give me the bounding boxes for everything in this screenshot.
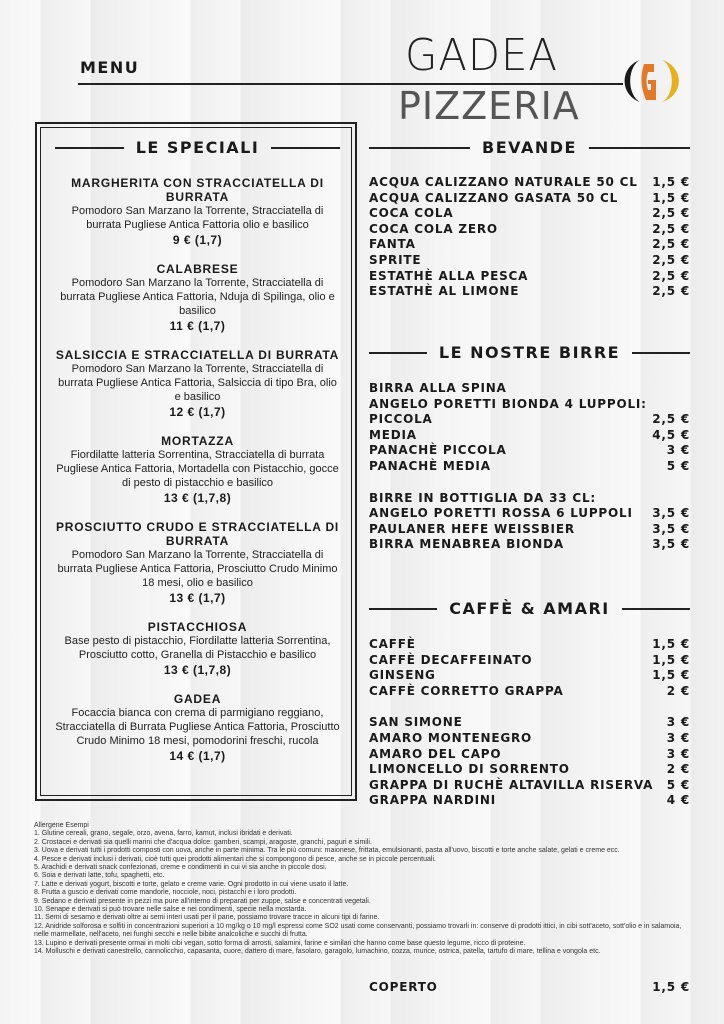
menu-row bbox=[369, 522, 690, 538]
item-price: 2,5 € bbox=[652, 206, 690, 221]
menu-row bbox=[369, 191, 690, 207]
allergen-line: 14. Molluschi e derivati canestrello, cannolicchio, capasanta, cuore, dattero di mare, fasolaro, garagolo, lumachino, cozza, murice, ostrica, patella, tartufo di mare, tellina e vongola etc. bbox=[34, 948, 601, 956]
item-price: 1,5 € bbox=[652, 175, 690, 189]
birre-heading: LE NOSTRE BIRRE bbox=[369, 343, 690, 363]
item-price: 3 € bbox=[666, 730, 690, 745]
pizza-description: Focaccia bianca con crema di parmigiano reggiano, Stracciatella di Burrata Pugliese Antica Fattoria, Prosciutto Crudo Minimo 18 mesi, pomodorini freschi, rucola bbox=[55, 707, 340, 747]
item-name: CAFFÈ DECAFFEINATO bbox=[369, 652, 533, 667]
item-price: 3 € bbox=[666, 715, 690, 730]
item-name: GINSENG bbox=[369, 668, 436, 683]
menu-row bbox=[369, 253, 690, 269]
menu-row bbox=[369, 637, 690, 653]
item-price: 3,5 € bbox=[652, 506, 690, 521]
allergen-line: 3. Uova e derivati tutti i prodotti composti con uova, anche in parte minima. Tra le più comuni: maionese, frittata, emulsionanti, pasta all'uovo, biscotti e torte anche salate, gelati e creme ecc. bbox=[34, 847, 620, 855]
menu-row bbox=[369, 443, 690, 459]
group-spacer bbox=[369, 699, 690, 715]
allergen-title: Allergene Esempi bbox=[34, 822, 89, 829]
item-name: AMARO MONTENEGRO bbox=[369, 730, 533, 745]
allergen-line: 10. Senape e derivati si può trovare nelle salse e nei condimenti, specie nella mostarda. bbox=[34, 906, 307, 914]
item-name: LIMONCELLO DI SORRENTO bbox=[369, 762, 570, 777]
item-name: BIRRA ALLA SPINA bbox=[369, 381, 507, 395]
menu-row bbox=[369, 459, 690, 475]
item-name: COCA COLA ZERO bbox=[369, 221, 498, 236]
menu-row bbox=[369, 491, 690, 507]
item-name: CAFFÈ CORRETTO GRAPPA bbox=[369, 683, 564, 698]
pizza-name: PROSCIUTTO CRUDO E STRACCIATELLA DI BURRATA bbox=[55, 520, 340, 548]
menu-row bbox=[369, 684, 690, 700]
allergen-line: 13. Lupino e derivati presente ormai in molti cibi vegan, sotto forma di arrosti, salamini, farine e similari che hanno come base questo legume, ricco di proteine. bbox=[34, 939, 526, 947]
item-name: ESTATHÈ AL LIMONE bbox=[369, 284, 520, 299]
pizza-name: PISTACCHIOSA bbox=[147, 620, 248, 634]
menu-row bbox=[369, 237, 690, 253]
item-price: 1,5 € bbox=[652, 190, 690, 205]
pizza-item bbox=[55, 348, 340, 420]
pizza-list bbox=[55, 176, 340, 778]
allergen-line: 6. Soia e derivati latte, tofu, spaghetti, etc. bbox=[34, 872, 165, 880]
pizza-description: Fiordilatte latteria Sorrentina, Stracciatella di burrata Pugliese Antica Fattoria, Mortadella con Pistacchio, gocce di pesto di pistacchio e basilico bbox=[56, 449, 339, 489]
pizza-name: CALABRESE bbox=[156, 262, 239, 276]
pizza-price: 9 € (1,7) bbox=[172, 233, 223, 247]
item-price: 4,5 € bbox=[652, 427, 690, 442]
pizza-name: MORTAZZA bbox=[161, 434, 234, 448]
menu-row bbox=[369, 381, 690, 397]
menu-row bbox=[369, 715, 690, 731]
pizza-name: GADEA bbox=[173, 692, 222, 706]
menu-row bbox=[369, 175, 690, 191]
item-name: FANTA bbox=[369, 237, 416, 252]
menu-row bbox=[369, 428, 690, 444]
menu-row bbox=[369, 762, 690, 778]
item-price: 2 € bbox=[666, 762, 690, 777]
item-price: 2,5 € bbox=[652, 412, 690, 427]
menu-row bbox=[369, 506, 690, 522]
bevande-heading: BEVANDE bbox=[369, 138, 690, 158]
pizza-item bbox=[55, 434, 340, 506]
item-price: 3,5 € bbox=[652, 537, 690, 552]
item-name: ACQUA CALIZZANO NATURALE 50 CL bbox=[369, 175, 638, 189]
menu-row bbox=[369, 397, 690, 413]
item-name: CAFFÈ bbox=[369, 637, 416, 651]
allergen-line: 11. Semi di sesamo e derivati oltre ai semi interi usati per il pane, possiamo trovare tracce in alcuni tipi di farine. bbox=[34, 914, 380, 922]
coperto-row bbox=[369, 980, 690, 996]
item-price: 1,5 € bbox=[652, 637, 690, 651]
coperto-price: 1,5 € bbox=[652, 980, 690, 994]
menu-row bbox=[369, 537, 690, 553]
menu-row bbox=[369, 668, 690, 684]
gd-logo-icon bbox=[618, 56, 690, 106]
item-price: 1,5 € bbox=[652, 668, 690, 683]
item-name: COCA COLA bbox=[369, 206, 454, 221]
item-price: 3,5 € bbox=[652, 521, 690, 536]
item-price: 2,5 € bbox=[652, 237, 690, 252]
menu-row bbox=[369, 731, 690, 747]
item-price: 5 € bbox=[666, 777, 690, 792]
allergen-notes bbox=[34, 822, 694, 957]
item-name: ANGELO PORETTI BIONDA 4 LUPPOLI: bbox=[369, 396, 647, 411]
menu-row bbox=[369, 778, 690, 794]
birre-list bbox=[369, 381, 690, 553]
pizza-description: Pomodoro San Marzano la Torrente, Stracciatella di burrata Pugliese Antica Fattoria, Nduja di Spilinga, olio e basilico bbox=[60, 277, 335, 317]
item-name: SPRITE bbox=[369, 252, 422, 267]
allergen-line: 4. Pesce e derivati inclusi i derivati, cioè tutti quei prodotti alimentari che si compongono di pesce, anche se in piccole percentuali. bbox=[34, 855, 436, 863]
pizza-item bbox=[55, 520, 340, 606]
item-name: ESTATHÈ ALLA PESCA bbox=[369, 268, 529, 283]
allergen-line: 5. Arachidi e derivati snack confezionati, creme e condimenti in cui vi sia anche in piccole dosi. bbox=[34, 864, 327, 872]
item-price: 4 € bbox=[666, 793, 690, 808]
menu-row bbox=[369, 284, 690, 300]
pizza-item bbox=[55, 262, 340, 334]
pizza-price: 13 € (1,7,8) bbox=[163, 663, 232, 677]
item-price: 2,5 € bbox=[652, 268, 690, 283]
item-name: PANACHÈ MEDIA bbox=[369, 458, 491, 473]
menu-row bbox=[369, 222, 690, 238]
menu-row bbox=[369, 412, 690, 428]
allergen-line: 2. Crostacei e derivati sia quelli marini che d'acqua dolce: gamberi, scampi, aragoste, granchi, paguri e simili. bbox=[34, 838, 372, 846]
item-name: PANACHÈ PICCOLA bbox=[369, 443, 507, 458]
item-price: 3 € bbox=[666, 746, 690, 761]
pizza-price: 13 € (1,7,8) bbox=[163, 491, 232, 505]
allergen-line: 9. Sedano e derivati presente in pezzi ma pure all'interno di preparati per zuppe, salse e concentrati vegetali. bbox=[34, 897, 371, 905]
item-name: ACQUA CALIZZANO GASATA 50 CL bbox=[369, 190, 619, 205]
item-price: 2 € bbox=[666, 683, 690, 698]
menu-row bbox=[369, 269, 690, 285]
pizza-description: Pomodoro San Marzano la Torrente, Stracciatella di burrata Pugliese Antica Fattoria, Prosciutto Crudo Minimo 18 mesi, olio e basilico bbox=[57, 549, 338, 589]
item-price: 2,5 € bbox=[652, 284, 690, 299]
caffe-heading: CAFFÈ & AMARI bbox=[369, 599, 690, 619]
item-name: AMARO DEL CAPO bbox=[369, 746, 502, 761]
pizza-description: Pomodoro San Marzano la Torrente, Stracciatella di burrata Pugliese Antica Fattoria, Salsiccia di tipo Bra, olio e basilico bbox=[58, 363, 337, 403]
menu-row bbox=[369, 747, 690, 763]
allergen-line: 12. Anidride solforosa e solfiti in concentrazioni superiori a 10 mg/kg o 10 mg/l espressi come SO2 usati come conservanti, possiamo trovarli in: conserve di prodotti ittici, in cibi sott'aceto, sott'olio e in salamoia, nelle marmellate, nell'aceto, nei funghi secchi e nelle bibite analcoliche e succhi di frutta. bbox=[34, 922, 682, 939]
item-name: BIRRE IN BOTTIGLIA DA 33 CL: bbox=[369, 490, 596, 505]
item-price: 1,5 € bbox=[652, 652, 690, 667]
pizza-price: 11 € (1,7) bbox=[169, 319, 226, 333]
specials-heading: LE SPECIALI bbox=[55, 138, 340, 158]
menu-row bbox=[369, 793, 690, 809]
item-price: 5 € bbox=[666, 458, 690, 473]
allergen-line: 8. Frutta a guscio e derivati come mandorle, nocciole, noci, pistacchi e i loro prodotti. bbox=[34, 889, 297, 897]
brand-subtitle: PIZZERIA bbox=[398, 84, 580, 128]
coperto-label: COPERTO bbox=[369, 980, 438, 994]
item-name: PAULANER HEFE WEISSBIER bbox=[369, 521, 575, 536]
caffe-list bbox=[369, 637, 690, 809]
item-name: MEDIA bbox=[369, 427, 417, 442]
item-name: GRAPPA DI RUCHÈ ALTAVILLA RISERVA bbox=[369, 777, 654, 792]
pizza-item bbox=[55, 176, 340, 248]
group-spacer bbox=[369, 475, 690, 491]
pizza-price: 13 € (1,7) bbox=[169, 591, 226, 605]
pizza-description: Base pesto di pistacchio, Fiordilatte latteria Sorrentina, Prosciutto cotto, Granella di Pistacchio e basilico bbox=[64, 635, 331, 661]
bevande-list bbox=[369, 175, 690, 300]
pizza-name: SALSICCIA E STRACCIATELLA DI BURRATA bbox=[55, 348, 340, 362]
allergen-line: 1. Glutine cereali, grano, segale, orzo, avena, farro, kamut, inclusi ibridati e derivati. bbox=[34, 830, 293, 838]
pizza-name: MARGHERITA CON STRACCIATELLA DI BURRATA bbox=[71, 176, 324, 204]
item-price: 3 € bbox=[666, 443, 690, 458]
menu-row bbox=[369, 653, 690, 669]
menu-label: MENU bbox=[80, 58, 140, 77]
item-price: 2,5 € bbox=[652, 221, 690, 236]
item-name: GRAPPA NARDINI bbox=[369, 793, 497, 808]
brand-name: GADEA bbox=[405, 30, 558, 81]
allergen-line: 7. Latte e derivati yogurt, biscotti e torte, gelato e creme varie. Ogni prodotto in cui viene usato il latte. bbox=[34, 880, 349, 888]
pizza-item bbox=[55, 620, 340, 678]
pizza-description: Pomodoro San Marzano la Torrente, Stracciatella di burrata Pugliese Antica Fattoria olio e basilico bbox=[71, 205, 324, 231]
item-name: BIRRA MENABREA BIONDA bbox=[369, 537, 564, 552]
menu-row bbox=[369, 206, 690, 222]
pizza-price: 12 € (1,7) bbox=[169, 405, 226, 419]
item-name: PICCOLA bbox=[369, 412, 433, 427]
item-name: ANGELO PORETTI ROSSA 6 LUPPOLI bbox=[369, 506, 633, 521]
item-price: 2,5 € bbox=[652, 252, 690, 267]
item-name: SAN SIMONE bbox=[369, 715, 463, 730]
pizza-item bbox=[55, 692, 340, 764]
pizza-price: 14 € (1,7) bbox=[169, 749, 226, 763]
